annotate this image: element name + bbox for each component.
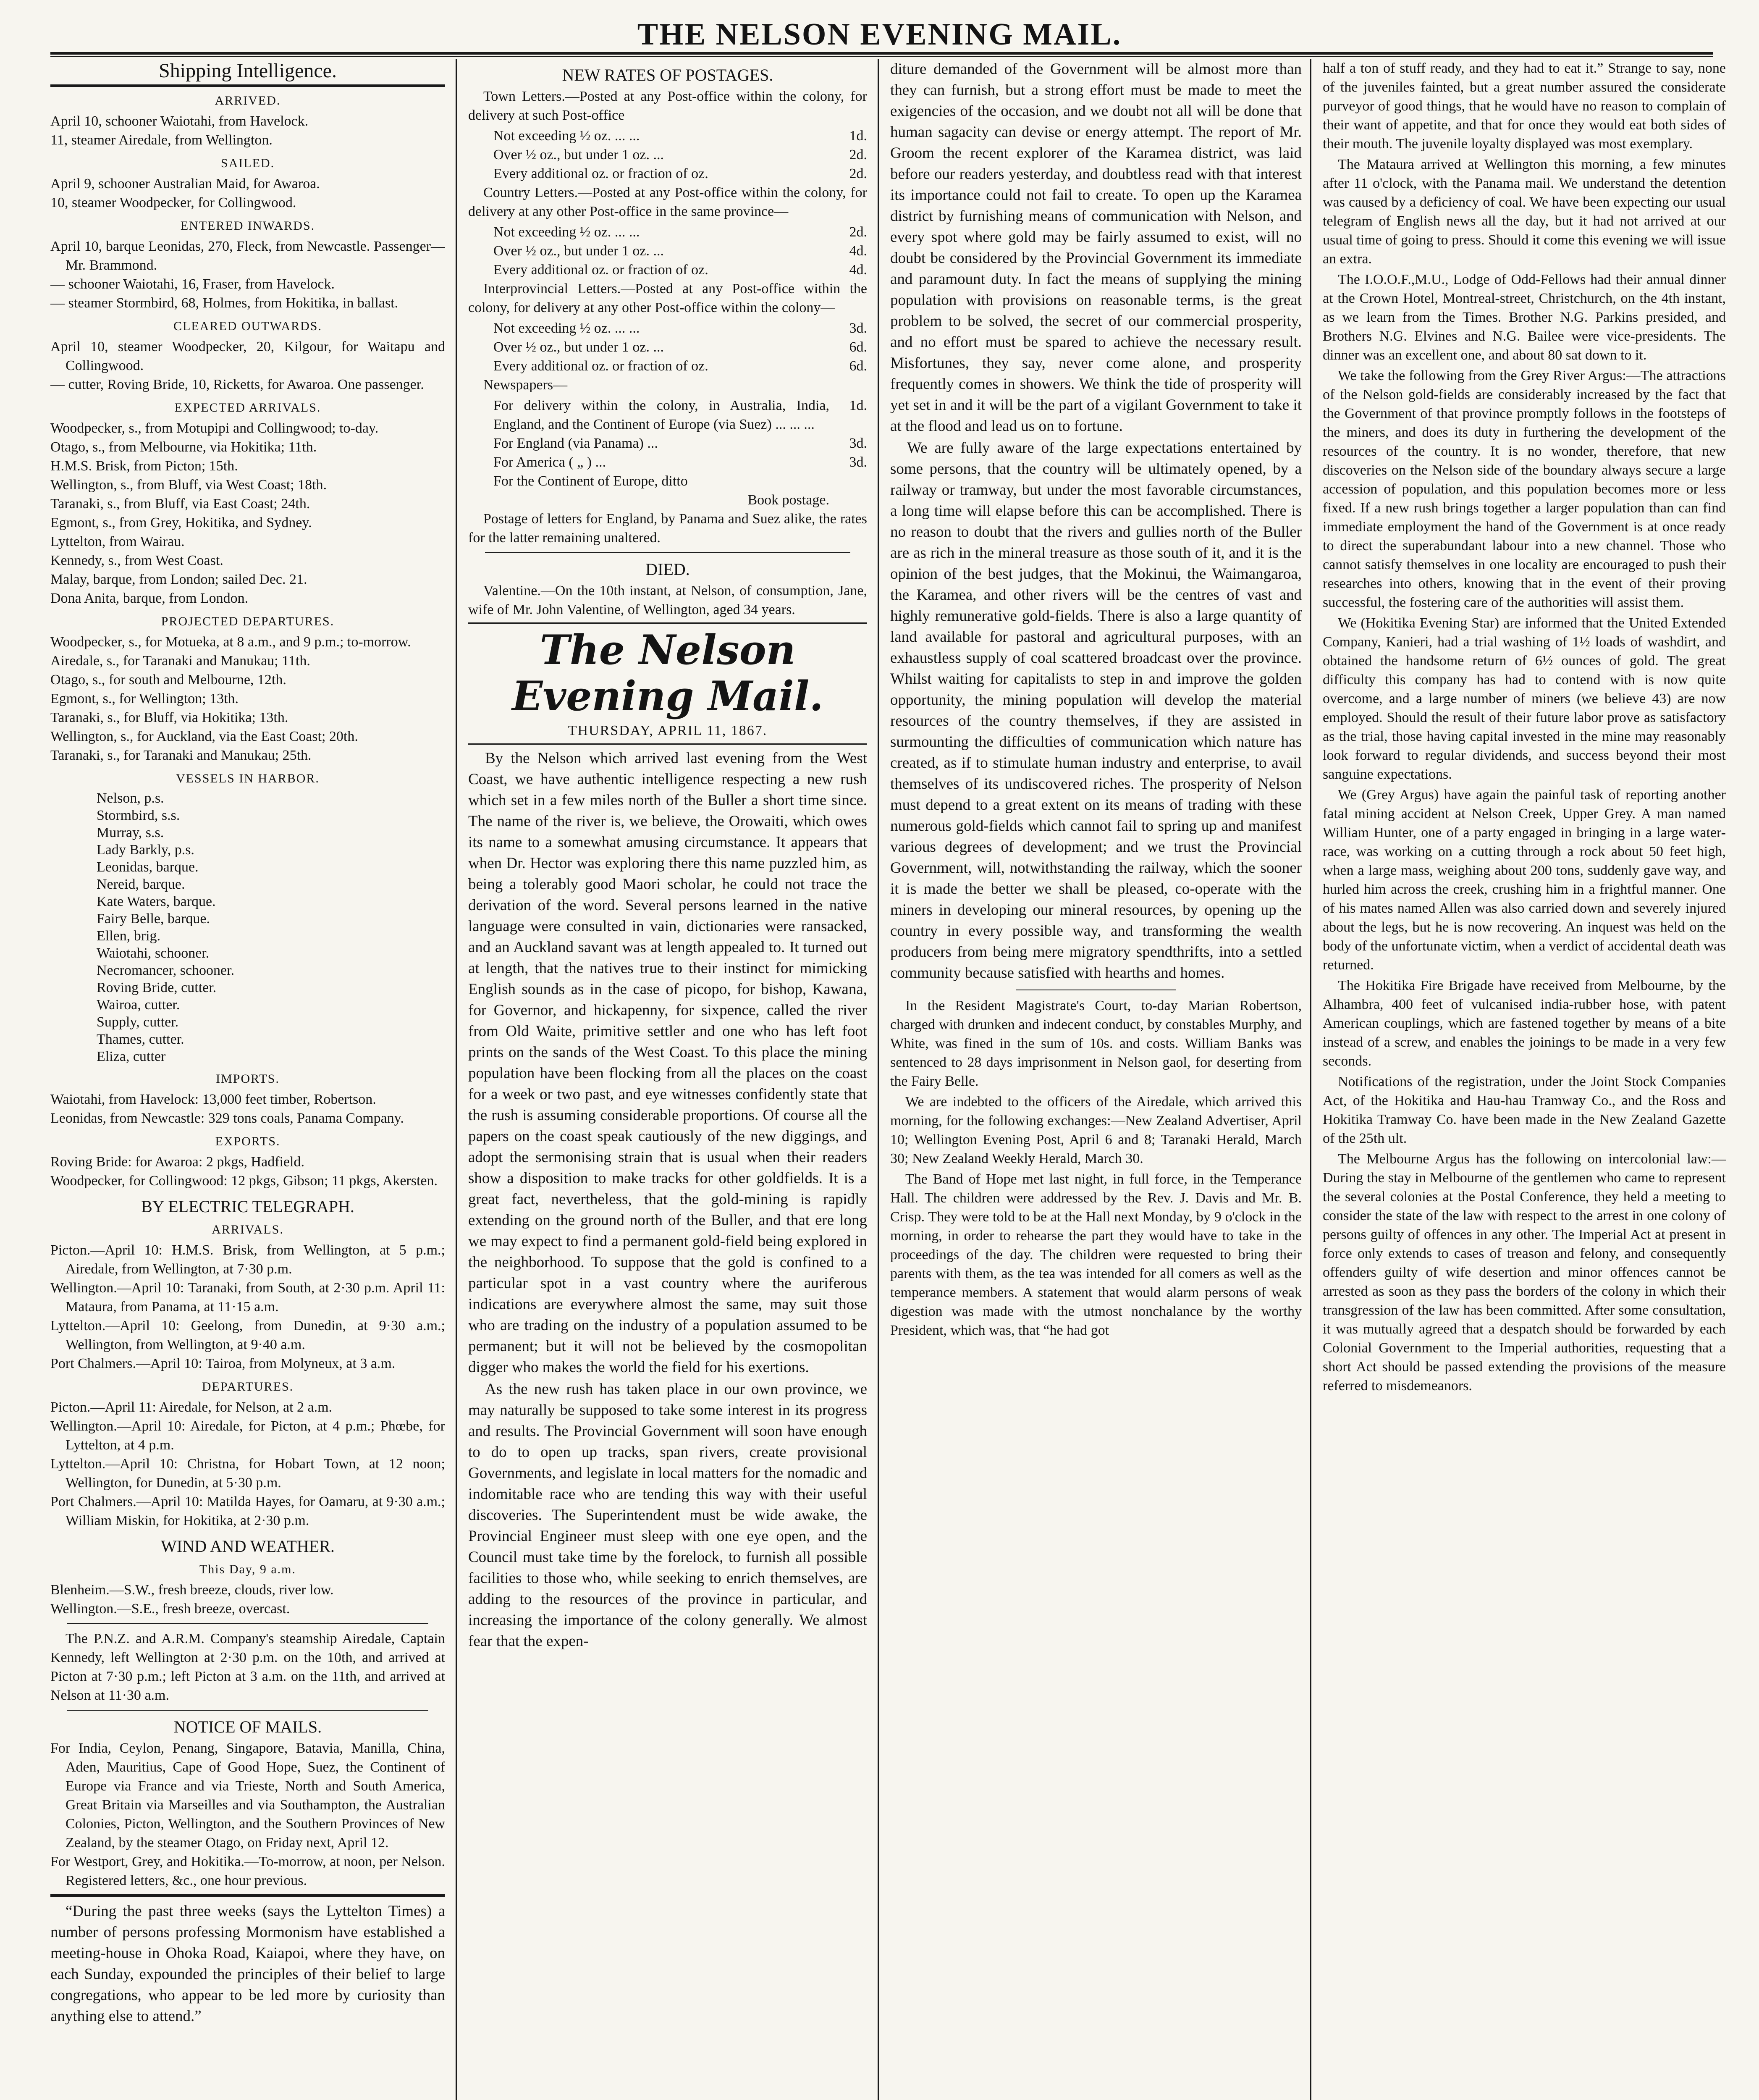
mails-item: For India, Ceylon, Penang, Singapore, Batavia, Manilla, China, Aden, Mauritius, Cape of Good Hope, Suez, the Continent of Europe via France and via Trieste, North and South America, Great Britain via Marseilles and via Southampton, the Australian Colonies, Picton, Wellington, and the Southern Provinces of New Zealand, by the steamer Otago, on Friday next, April 12. bbox=[50, 1740, 445, 1851]
rate-value: 6d. bbox=[849, 358, 867, 374]
editorial-continued bbox=[890, 59, 1302, 984]
rate-value: 3d. bbox=[849, 436, 867, 451]
rate-label: Over ½ oz., but under 1 oz. ... bbox=[493, 243, 664, 259]
editorial-paragraph: We are fully aware of the large expectations entertained by some persons, that the country will be ultimately opened, by a railway or tramway, but under the most favorable circumstances, a long time will elapse before this can be accomplished. There is no reason to doubt that the rivers and gullies north of the Buller are as rich in the mineral treasure as those south of it, and it is the opinion of the best judges, that the Mokinui, the Waimangaroa, the Karamea, and other rivers will be the centres of vast and highly remunerative gold-fields. There is also a large quantity of land available for pastoral and agricultural purposes, with an exhaustless supply of coal scattered broadcast over the province. Whilst waiting for capitalists to step in and improve the golden opportunity, the mining population will develop the material resources of the country themselves, if they are assisted in surmounting the difficulties of communication which nature has created, as if to stimulate human industry and enterprise, to avail themselves of its undiscovered riches. The prosperity of Nelson must depend to a great extent on its means of trading with these numerous gold-fields which cannot fail to spring up and manifest various degrees of development; and we trust the Provincial Government, will, notwithstanding the railway, which the sooner it is made the better we shall be pleased, co-operate with the miners in developing our mineral resources, by opening up the country in every possible way, and transforming the wealth producers from being mere migratory spendthrifts, into a settled community because satisfied with hearths and homes. bbox=[890, 439, 1302, 982]
editorial bbox=[468, 748, 867, 1652]
rate-value: 4d. bbox=[849, 262, 867, 278]
rate-row bbox=[468, 164, 867, 183]
rate-label: Every additional oz. or fraction of oz. bbox=[493, 358, 708, 374]
shipping-heading: Shipping Intelligence. bbox=[159, 60, 337, 82]
rate-row bbox=[468, 338, 867, 357]
vessel-item: Leonidas, barque. bbox=[97, 859, 199, 875]
rate-value bbox=[829, 491, 867, 509]
telegraph-arrival: Port Chalmers.—April 10: Tairoa, from Molyneux, at 3 a.m. bbox=[50, 1356, 396, 1371]
column-4 bbox=[1323, 59, 1726, 2100]
vessel-item: Stormbird, s.s. bbox=[97, 808, 180, 823]
vessel-item: Waiotahi, schooner. bbox=[97, 945, 210, 961]
expected-item: Malay, barque, from London; sailed Dec. 21. bbox=[50, 572, 307, 587]
dateline: THURSDAY, APRIL 11, 1867. bbox=[568, 723, 768, 738]
wind-item: Wellington.—S.E., fresh breeze, overcast. bbox=[50, 1601, 290, 1617]
editorial-paragraph: By the Nelson which arrived last evening from the West Coast, we have authentic intelligence respecting a new rush which set in a few miles north of the Buller a short time since. The name of the river is, we believe, the Orowaiti, which owes its name to a somewhat amusing circumstance. It appears that when Dr. Hector was exploring there this name puzzled him, as being a tolerably good Maori scholar, he could not trace the derivation of the word. Several persons learned in the native language were consulted in vain, dictionaries were ransacked, and an Auckland savant was at length appealed to. It turned out at length, that the natives true to their instinct for mimicking English sounds as in the case of picopo, for bishop, Kawana, for Governor, and hickapenny, for sixpence, called the river from Old Waite, primitive settler and one who has left foot prints on the sands of the West Coast. To this place the mining population have been flocking from all the places on the coast for a week or two past, and eye witnesses confidently state that the rush is assuming considerable proportions. Of course all the papers on the coast speak cautiously of the new diggings, and adopt the sermonising strain that is usual when their readers show a disposition to make tracks for other goldfields. It is a great fact, nevertheless, that the gold-mining is rapidly extending on the ground north of the Buller, and that ere long we may expect to find a permanent gold-field being explored in the neighborhood. To suppose that the gold is confined to a particular spot in a vast country where the auriferous indications are everywhere almost the same, may suit those who are trading on the industry of a population assumed to be permanent; but it will not be believed by the cosmopolitan digger who makes the world the field for his exertions. bbox=[468, 750, 867, 1376]
vessel-item: Roving Bride, cutter. bbox=[97, 980, 217, 995]
rate-row bbox=[468, 357, 867, 375]
rate-label: Not exceeding ½ oz. ... ... bbox=[493, 320, 640, 336]
projected-item: Taranaki, s., for Bluff, via Hokitika; 13th. bbox=[50, 710, 288, 725]
steamship-notice: The P.N.Z. and A.R.M. Company's steamship Airedale, Captain Kennedy, left Wellington at 2·30 p.m. on the 10th, and arrived at Picton at 7·30 p.m.; left Picton at 3 a.m. on the 11th, and arrived at Nelson at 11·30 a.m. bbox=[50, 1631, 445, 1703]
mails-item: For Westport, Grey, and Hokitika.—To-morrow, at noon, per Nelson. Registered letters, &c., one hour previous. bbox=[50, 1854, 445, 1888]
telegraph-arrival: Lyttelton.—April 10: Geelong, from Dunedin, at 9·30 a.m.; Wellington, from Wellington, at 9·40 a.m. bbox=[50, 1318, 445, 1352]
rate-row bbox=[468, 126, 867, 145]
postage-heading: NEW RATES OF POSTAGES. bbox=[562, 66, 773, 84]
mormon-paragraph: “During the past three weeks (says the Lyttelton Times) a number of persons professing Mormonism have established a meeting-house in Ohoka Road, Kaiapoi, where they have, on each Sunday, expounded the principles of their belief to large congregations, who appear to be led more by curiosity than anything else to attend.” bbox=[50, 1903, 445, 2025]
rate-value: 1d. bbox=[849, 128, 867, 144]
cleared-item: April 10, steamer Woodpecker, 20, Kilgour, for Waitapu and Collingwood. bbox=[50, 339, 445, 373]
rate-row bbox=[468, 396, 867, 434]
expected-item: Kennedy, s., from West Coast. bbox=[50, 553, 223, 568]
column-1 bbox=[50, 59, 445, 2100]
divider bbox=[50, 84, 445, 87]
column-rule-2 bbox=[878, 59, 879, 2100]
rate-row bbox=[468, 223, 867, 242]
imports-item: Leonidas, from Newcastle: 329 tons coals, Panama Company. bbox=[50, 1110, 404, 1126]
divider bbox=[67, 1623, 428, 1624]
news-paragraph: The Melbourne Argus has the following on intercolonial law:—During the stay in Melbourne of the gentlemen who came to represent the several colonies at the Postal Conference, they held a meeting to consider the state of the law with respect to the arrest in one colony of persons guilty of offences in any other. The Imperial Act at present in force only extends to cases of treason and felony, and consequently offenders guilty of wife desertion and minor offences cannot be arrested as soon as they pass the borders of the colony in which their transgression of the law has been committed. After some consultation, it was mutually agreed that a despatch should be forwarded by each Colonial Government to the Imperial authorities, requesting that a short Act should be passed extending the provisions of the measure referred to misdemeanors. bbox=[1323, 1151, 1726, 1394]
vessel-item: Thames, cutter. bbox=[97, 1032, 184, 1047]
rate-label: For delivery within the colony, in Australia, India, England, and the Continent of Europe (via Suez) ... ... ... bbox=[493, 398, 829, 432]
divider bbox=[50, 1894, 445, 1897]
rate-label: For America ( „ ) ... bbox=[493, 454, 606, 470]
expected-item: Wellington, s., from Bluff, via West Coast; 18th. bbox=[50, 477, 327, 493]
exports-item: Woodpecker, for Collingwood: 12 pkgs, Gibson; 11 pkgs, Akersten. bbox=[50, 1173, 438, 1189]
editorial-paragraph: diture demanded of the Government will be almost more than they can furnish, but a strong effort must be made to meet the exigencies of the occasion, and we doubt not all will be done that human sagacity can devise or energy attempt. The report of Mr. Groom the recent explorer of the Karamea district, was laid before our readers yesterday, and doubtless read with that interest its importance could not fail to create. To open up the Karamea district by furnishing means of communication with Nelson, and every spot where gold may be fairly assumed to exist, will no doubt be considered by the Provincial Government its immediate and paramount duty. In fact the means of supplying the mining population with provisions on reasonable terms, is the great problem to be solved, the secret of our commercial prosperity, and no effort must be spared to achieve the necessary result. Misfortunes, they say, never come alone, and prosperity frequently comes in showers. We think the tide of prosperity will yet set in and it will be the part of a vigilant Government to take it at the flood and lead us on to fortune. bbox=[890, 60, 1302, 435]
vessel-item: Fairy Belle, barque. bbox=[97, 911, 210, 927]
rate-label: Not exceeding ½ oz. ... ... bbox=[493, 224, 640, 240]
vessel-item: Ellen, brig. bbox=[97, 928, 161, 944]
telegraph-departure: Port Chalmers.—April 10: Matilda Hayes, for Oamaru, at 9·30 a.m.; William Miskin, for Hokitika, at 2·30 p.m. bbox=[50, 1494, 445, 1528]
sailed-item: 10, steamer Woodpecker, for Collingwood. bbox=[50, 195, 296, 210]
news-paragraph: The I.O.O.F.,M.U., Lodge of Odd-Fellows had their annual dinner at the Crown Hotel, Montreal-street, Christchurch, on the 4th instant, as we learn from the Times. Brother N.G. Parkins presided, and Brothers N.G. Elvines and N.G. Bailee were vice-presidents. The dinner was an excellent one, and about 80 sat down to it. bbox=[1323, 272, 1726, 363]
imports-item: Waiotahi, from Havelock: 13,000 feet timber, Robertson. bbox=[50, 1092, 376, 1107]
mails-heading: NOTICE OF MAILS. bbox=[173, 1717, 322, 1736]
expected-item: Dona Anita, barque, from London. bbox=[50, 591, 249, 606]
projected-heading: PROJECTED DEPARTURES. bbox=[161, 614, 335, 628]
wind-item: Blenheim.—S.W., fresh breeze, clouds, river low. bbox=[50, 1582, 334, 1598]
rate-row bbox=[468, 242, 867, 260]
news-paragraph: The Band of Hope met last night, in full force, in the Temperance Hall. The children were addressed by the Rev. J. Davis and Mr. B. Crisp. They were told to be at the Hall next Monday, by 9 o'clock in the morning, in order to rehearse the part they would have to take in the proceedings of the day. The children were requested to bring their parents with them, as the tea was intended for all comers as well as the temperance members. A statement that would alarm persons of weak digestion was made with the utmost nonchalance by the worthy President, which was, that “he had got bbox=[890, 1171, 1302, 1338]
exports-item: Roving Bride: for Awaroa: 2 pkgs, Hadfield. bbox=[50, 1154, 304, 1170]
vessels-list bbox=[50, 790, 445, 1065]
vessel-item: Murray, s.s. bbox=[97, 825, 164, 840]
cleared-item: — cutter, Roving Bride, 10, Ricketts, for Awaroa. One passenger. bbox=[50, 377, 424, 392]
rate-label: For England (via Panama) ... bbox=[493, 436, 658, 451]
rate-value: 3d. bbox=[849, 320, 867, 336]
telegraph-heading: BY ELECTRIC TELEGRAPH. bbox=[141, 1197, 354, 1216]
expected-item: Egmont, s., from Grey, Hokitika, and Sydney. bbox=[50, 515, 312, 530]
rate-label: Book postage. bbox=[747, 492, 829, 508]
divider bbox=[468, 743, 867, 745]
postage-note: Postage of letters for England, by Panama and Suez alike, the rates for the latter remaining unaltered. bbox=[468, 511, 867, 546]
projected-item: Wellington, s., for Auckland, via the East Coast; 20th. bbox=[50, 729, 358, 744]
arrived-heading: ARRIVED. bbox=[215, 94, 281, 108]
projected-item: Airedale, s., for Taranaki and Manukau; 11th. bbox=[50, 653, 310, 669]
interprovincial-intro: Interprovincial Letters.—Posted at any Post-office within the colony, for delivery at any other Post-office within the colony— bbox=[468, 281, 867, 315]
expected-item: Woodpecker, s., from Motupipi and Collingwood; to-day. bbox=[50, 420, 379, 436]
divider bbox=[485, 552, 850, 553]
expected-heading: EXPECTED ARRIVALS. bbox=[174, 401, 321, 415]
column-rule-3 bbox=[1310, 59, 1311, 2100]
column-3 bbox=[890, 59, 1302, 2100]
country-letters-intro: Country Letters.—Posted at any Post-office within the colony, for delivery at any other Post-office in the same province— bbox=[468, 185, 867, 219]
rate-row bbox=[468, 319, 867, 338]
town-letters-intro: Town Letters.—Posted at any Post-office within the colony, for delivery at such Post-office bbox=[468, 89, 867, 123]
death-notice: Valentine.—On the 10th instant, at Nelson, of consumption, Jane, wife of Mr. John Valentine, of Wellington, aged 34 years. bbox=[468, 583, 867, 617]
rate-row bbox=[468, 434, 867, 453]
vessel-item: Necromancer, schooner. bbox=[97, 963, 235, 978]
news-paragraph: We (Grey Argus) have again the painful task of reporting another fatal mining accident at Nelson Creek, Upper Grey. A man named William Hunter, one of a party engaged in bringing in a large water-race, was working on a cutting through a rock about 50 feet high, when a large mass, weighing about 200 tons, suddenly gave way, and hurled him across the creek, crushing him in a frightful manner. One of his mates named Allen was also carried down and severely injured about the legs, but he is now recovering. An inquest was held on the body of the unfortunate victim, when a verdict of accidental death was returned. bbox=[1323, 787, 1726, 973]
arrived-item: April 10, schooner Waiotahi, from Havelock. bbox=[50, 113, 309, 129]
vessel-item: Nelson, p.s. bbox=[97, 790, 164, 806]
vessel-item: Lady Barkly, p.s. bbox=[97, 842, 194, 858]
rate-row bbox=[468, 260, 867, 279]
divider bbox=[468, 622, 867, 624]
masthead: THE NELSON EVENING MAIL. bbox=[637, 17, 1122, 52]
projected-item: Woodpecker, s., for Motueka, at 8 a.m., and 9 p.m.; to-morrow. bbox=[50, 634, 411, 650]
news-paragraph: We take the following from the Grey River Argus:—The attractions of the Nelson gold-fields are considerably increased by the fact that the Government of that province promptly follows in the footsteps of the miners, and does its duty in furthering the development of the resources of the country. It is no wonder, therefore, that new discoveries on the Nelson side of the boundary always secure a large accession of population, and this population becomes more or less fixed. If a new rush brings together a larger population than can find immediate employment the hand of the Government is at once ready to direct the superabundant labour into a new channel. Those who cannot satisfy themselves in one locality are encouraged to push their researches into others, knowing that in the event of their proving successful, the fostering care of the authorities will assist them. bbox=[1323, 368, 1726, 610]
newspapers-intro: Newspapers— bbox=[483, 377, 568, 393]
entered-item: April 10, barque Leonidas, 270, Fleck, from Newcastle. Passenger—Mr. Brammond. bbox=[50, 239, 445, 273]
sailed-item: April 9, schooner Australian Maid, for Awaroa. bbox=[50, 176, 320, 192]
news-paragraph: Notifications of the registration, under the Joint Stock Companies Act, of the Hokitika and Hau-hau Tramway Co., and the Ross and Hokitika Tramway Co. have been made in the New Zealand Gazette of the 25th ult. bbox=[1323, 1074, 1726, 1146]
column-2 bbox=[468, 59, 867, 2100]
editorial-paragraph: As the new rush has taken place in our own province, we may naturally be supposed to take some interest in its progress and results. The Provincial Government will soon have enough to do to open up tracks, span rivers, create provisional Governments, and legislate in local matters for the nomadic and indomitable race who are tending this way with their useful discoveries. The Superintendent must be wide awake, the Provincial Engineer must sleep with one eye open, and the Council must take time by the forelock, to furnish all possible facilities to those who, while seeking to enrich themselves, are adding to the resources of the province in particular, and increasing the importance of the colony generally. We almost fear that the expen- bbox=[468, 1381, 867, 1650]
telegraph-arrival: Picton.—April 10: H.M.S. Brisk, from Wellington, at 5 p.m.; Airedale, from Wellington, at 7·30 p.m. bbox=[50, 1242, 445, 1277]
entered-item: — steamer Stormbird, 68, Holmes, from Hokitika, in ballast. bbox=[50, 295, 398, 311]
news-paragraph: The Mataura arrived at Wellington this morning, a few minutes after 11 o'clock, with the Panama mail. We understand the detention was caused by a deficiency of coal. We have been expecting our usual telegram of English news all the day, but it had not arrived at our usual time of going to press. Should it come this evening we will issue an extra. bbox=[1323, 157, 1726, 267]
vessel-item: Supply, cutter. bbox=[97, 1014, 179, 1030]
expected-item: H.M.S. Brisk, from Picton; 15th. bbox=[50, 458, 238, 474]
vessel-item: Kate Waters, barque. bbox=[97, 894, 216, 909]
rate-label: Not exceeding ½ oz. ... ... bbox=[493, 128, 640, 144]
news-paragraph: half a ton of stuff ready, and they had to eat it.” Strange to say, none of the juveniles fainted, but a great number assured the considerate purveyor of good things, that he would have no reason to complain of their want of appetite, and that for once they would eat both sides of their mouth. The juvenile loyalty displayed was most exemplary. bbox=[1323, 60, 1726, 152]
projected-item: Egmont, s., for Wellington; 13th. bbox=[50, 691, 239, 706]
projected-item: Taranaki, s., for Taranaki and Manukau; 25th. bbox=[50, 748, 312, 763]
rate-value: 2d. bbox=[849, 166, 867, 181]
telegraph-departures-heading: DEPARTURES. bbox=[202, 1380, 294, 1394]
wind-day: This Day, 9 a.m. bbox=[199, 1562, 296, 1576]
vessel-item: Nereid, barque. bbox=[97, 877, 185, 892]
rate-label: Every additional oz. or fraction of oz. bbox=[493, 262, 708, 278]
rate-value bbox=[829, 472, 867, 491]
died-heading: DIED. bbox=[645, 560, 690, 579]
rate-label: Over ½ oz., but under 1 oz. ... bbox=[493, 147, 664, 163]
expected-item: Taranaki, s., from Bluff, via East Coast; 24th. bbox=[50, 496, 310, 512]
vessel-item: Eliza, cutter bbox=[97, 1049, 166, 1064]
vessel-item: Wairoa, cutter. bbox=[97, 997, 180, 1013]
news-paragraph: In the Resident Magistrate's Court, to-day Marian Robertson, charged with drunken and indecent conduct, by constables Murphy, and White, was fined in the sum of 10s. and costs. William Banks was sentenced to 28 days imprisonment in Nelson gaol, for deserting from the Fairy Belle. bbox=[890, 998, 1302, 1089]
entered-item: — schooner Waiotahi, 16, Fraser, from Havelock. bbox=[50, 276, 335, 292]
masthead-rule-thick bbox=[50, 52, 1713, 55]
telegraph-arrivals-heading: ARRIVALS. bbox=[212, 1223, 284, 1236]
vessels-heading: VESSELS IN HARBOR. bbox=[176, 772, 320, 785]
cleared-heading: CLEARED OUTWARDS. bbox=[173, 319, 322, 333]
column-rule-1 bbox=[456, 59, 457, 2100]
rate-value: 2d. bbox=[849, 224, 867, 240]
telegraph-departure: Wellington.—April 10: Airedale, for Picton, at 4 p.m.; Phœbe, for Lyttelton, at 4 p.m. bbox=[50, 1418, 445, 1453]
rate-value: 1d. bbox=[849, 398, 867, 413]
divider bbox=[67, 1710, 428, 1711]
masthead-rule-thin bbox=[50, 56, 1713, 57]
rate-value: 2d. bbox=[849, 147, 867, 163]
rate-label: Every additional oz. or fraction of oz. bbox=[493, 166, 708, 181]
rate-row bbox=[468, 145, 867, 164]
rate-value: 6d. bbox=[849, 339, 867, 355]
news-paragraph: We (Hokitika Evening Star) are informed that the United Extended Company, Kanieri, had a trial washing of 1½ loads of washdirt, and obtained the handsome return of 6½ ounces of gold. The great difficulty this company has had to contend with is now quite overcome, and a large number of miners (we believe 43) are now employed. Should the result of their future labor prove as satisfactory as the trial, those having capital invested in the mine may reasonably look forward to regular dividends, and success beyond their most sanguine expectations. bbox=[1323, 615, 1726, 782]
wind-heading: WIND AND WEATHER. bbox=[161, 1537, 335, 1556]
entered-heading: ENTERED INWARDS. bbox=[180, 219, 315, 233]
telegraph-departure: Lyttelton.—April 10: Christna, for Hobart Town, at 12 noon; Wellington, for Dunedin, at 5·30 p.m. bbox=[50, 1456, 445, 1491]
news-paragraph: We are indebted to the officers of the Airedale, which arrived this morning, for the following exchanges:—New Zealand Advertiser, April 10; Wellington Evening Post, April 6 and 8; Taranaki Herald, March 30; New Zealand Weekly Herald, March 30. bbox=[890, 1094, 1302, 1166]
rate-label: For the Continent of Europe, ditto bbox=[493, 473, 688, 489]
rate-row bbox=[468, 472, 867, 491]
news-paragraph: The Hokitika Fire Brigade have received from Melbourne, by the Alhambra, 400 feet of vulcanised india-rubber hose, with patent American couplings, which are fastened together by means of a bite instead of a screw, and enables the joinings to be made in a very few seconds. bbox=[1323, 978, 1726, 1069]
imports-heading: IMPORTS. bbox=[216, 1072, 280, 1086]
rate-label: Over ½ oz., but under 1 oz. ... bbox=[493, 339, 664, 355]
expected-item: Otago, s., from Melbourne, via Hokitika; 11th. bbox=[50, 439, 317, 455]
rate-value: 4d. bbox=[849, 243, 867, 259]
rate-value: 3d. bbox=[849, 454, 867, 470]
projected-item: Otago, s., for south and Melbourne, 12th. bbox=[50, 672, 286, 688]
expected-item: Lyttelton, from Wairau. bbox=[50, 534, 185, 549]
nameplate: The Nelson Evening Mail. bbox=[512, 626, 823, 720]
rate-row bbox=[468, 491, 867, 509]
telegraph-departure: Picton.—April 11: Airedale, for Nelson, at 2 a.m. bbox=[50, 1399, 333, 1415]
exports-heading: EXPORTS. bbox=[215, 1134, 280, 1148]
rate-row bbox=[468, 453, 867, 472]
sailed-heading: SAILED. bbox=[220, 156, 275, 170]
arrived-item: 11, steamer Airedale, from Wellington. bbox=[50, 132, 273, 148]
telegraph-arrival: Wellington.—April 10: Taranaki, from South, at 2·30 p.m. April 11: Mataura, from Panama, at 11·15 a.m. bbox=[50, 1280, 445, 1315]
